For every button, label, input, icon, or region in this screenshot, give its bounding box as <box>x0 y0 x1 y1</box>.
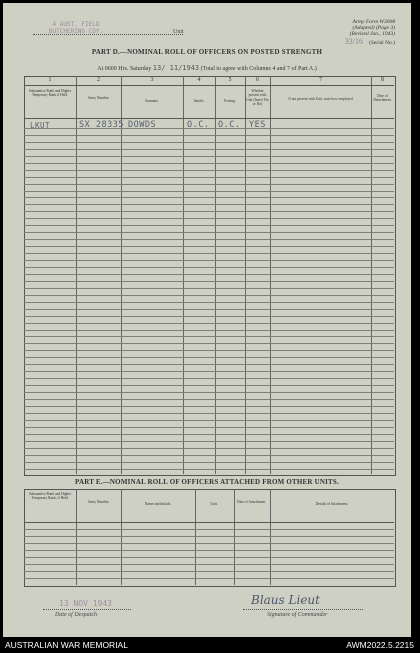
header-employment: If not present with Unit, state how employed. <box>288 97 354 101</box>
date-prefix: At 0600 Hrs. Saturday <box>97 66 152 72</box>
e-header-name: Name and Initials. <box>144 502 172 506</box>
entry-present: YES <box>249 120 266 130</box>
part-d-row-rule <box>24 378 394 379</box>
part-d-row-rule <box>24 260 394 261</box>
signature-line <box>243 609 363 610</box>
e-header-rank: Substantive Rank and Higher Temporary Rank, if Held. <box>28 492 72 501</box>
part-d-row-rule <box>24 330 394 331</box>
part-d-row-rule <box>24 427 394 428</box>
part-d-row-rule <box>24 295 394 296</box>
part-d-row-rule <box>24 218 394 219</box>
unit-stamp-line-1: 4 AUST. FIELD <box>52 21 100 28</box>
part-d-row-rule <box>24 170 394 171</box>
part-d-row-rule <box>24 128 394 129</box>
part-e-header-bottom <box>24 522 394 523</box>
part-d-row-rule <box>24 142 394 143</box>
serial-label: (Serial No.) <box>369 40 395 46</box>
header-army-number: Army Number. <box>87 96 110 100</box>
part-d-row-rule <box>24 204 394 205</box>
date-suffix: (Total to agree with Columns 4 and 7 of Part A.) <box>200 66 317 72</box>
col-number: 3 <box>150 77 154 83</box>
part-d-row-rule <box>24 281 394 282</box>
part-d-row-rule <box>24 267 394 268</box>
part-d-row-rule <box>24 156 394 157</box>
unit-line <box>33 34 183 35</box>
footer-accession-number: AWM2022.5.2215 <box>346 640 414 650</box>
archive-footer <box>0 637 420 653</box>
entry-rank: LKUT <box>30 121 51 130</box>
col-number: 7 <box>319 77 322 83</box>
part-d-header-divider <box>24 85 394 86</box>
form-sheet <box>3 3 411 637</box>
part-d-row-rule <box>24 163 394 164</box>
part-d-row-rule <box>24 385 394 386</box>
part-d-row-rule <box>24 469 394 470</box>
e-header-attachment-date: Date of Attachment. <box>236 500 267 504</box>
part-e-row-rule <box>24 543 394 544</box>
part-d-row-rule <box>24 364 394 365</box>
part-d-row-rule <box>24 350 394 351</box>
despatch-label: Date of Despatch <box>55 612 97 618</box>
signature-label: Signature of Commander <box>267 612 328 618</box>
part-d-row-rule <box>24 343 394 344</box>
header-posting: Posting. <box>224 99 236 103</box>
part-e-title: PART E.—NOMINAL ROLL OF OFFICERS ATTACHED FROM OTHER UNITS. <box>75 478 339 486</box>
part-d-row-rule <box>24 420 394 421</box>
entry-posting: O.C. <box>218 120 241 130</box>
part-d-row-rule <box>24 399 394 400</box>
part-d-row-rule <box>24 135 394 136</box>
part-e-row-rule <box>24 571 394 572</box>
part-d-row-rule <box>24 336 394 337</box>
unit-stamp-line-2: BUTCHERING COY. <box>48 28 104 35</box>
part-d-row-rule <box>24 309 394 310</box>
form-ref-line-3: (Revised Jan., 1943) <box>349 31 395 37</box>
e-header-army-number: Army Number. <box>87 500 110 504</box>
part-d-row-rule <box>24 316 394 317</box>
part-d-row-rule <box>24 197 394 198</box>
part-d-row-rule <box>24 149 394 150</box>
unit-label: Unit <box>173 29 184 35</box>
part-e-row-rule <box>24 564 394 565</box>
entry-army-number: SX 28335 <box>79 120 124 130</box>
part-d-row-rule <box>24 246 394 247</box>
footer-institution: AUSTRALIAN WAR MEMORIAL <box>5 640 128 650</box>
part-d-row-rule <box>24 177 394 178</box>
despatch-line <box>43 609 131 610</box>
unit-stamp <box>30 21 122 35</box>
header-surname: Surname. <box>145 99 159 103</box>
part-e-row-rule <box>24 550 394 551</box>
part-d-row-rule <box>24 288 394 289</box>
col-number: 4 <box>197 77 201 83</box>
part-d-row-rule <box>24 323 394 324</box>
part-d-row-rule <box>24 434 394 435</box>
date-value: 13/ 11/1943 <box>152 64 200 72</box>
header-present: Whether present with Unit (Insert Yes or No) <box>246 89 269 106</box>
entry-initials: O.C. <box>187 120 210 130</box>
part-d-row-rule <box>24 441 394 442</box>
form-ref-line-1: Army Form W3008 <box>352 19 395 25</box>
part-d-row-rule <box>24 357 394 358</box>
part-e-row-rule <box>24 536 394 537</box>
part-d-row-rule <box>24 448 394 449</box>
part-d-row-rule <box>24 274 394 275</box>
col-number: 5 <box>228 77 232 83</box>
part-d-row-rule <box>24 392 394 393</box>
part-d-row-rule <box>24 371 394 372</box>
part-d-header-bottom <box>24 118 394 119</box>
part-d-row-rule <box>24 239 394 240</box>
part-d-table <box>24 76 396 476</box>
e-header-details: Details of Attachment. <box>315 502 349 506</box>
part-d-row-rule <box>24 406 394 407</box>
part-e-row-rule <box>24 578 394 579</box>
part-d-row-rule <box>24 302 394 303</box>
entry-surname: DOWDS <box>128 120 157 130</box>
header-initials: Initials. <box>193 99 205 103</box>
col-number: 8 <box>381 77 384 83</box>
part-d-row-rule <box>24 413 394 414</box>
part-d-row-rule <box>24 455 394 456</box>
commander-signature: Blaus Lieut <box>251 593 320 607</box>
form-ref-line-2: (Adapted) (Page 3) <box>352 25 395 31</box>
date-line <box>3 64 411 72</box>
part-d-row-rule <box>24 253 394 254</box>
col-number: 6 <box>256 77 259 83</box>
despatch-date-stamp: 13 NOV 1943 <box>59 599 112 608</box>
part-d-row-rule <box>24 184 394 185</box>
part-d-row-rule <box>24 211 394 212</box>
part-e-row-rule <box>24 529 394 530</box>
form-reference <box>350 19 395 37</box>
e-header-unit: Unit. <box>210 502 218 506</box>
part-d-row-rule <box>24 232 394 233</box>
col-number: 2 <box>97 77 100 83</box>
part-e-row-rule <box>24 557 394 558</box>
serial-number-handwritten: 33/16 <box>344 37 363 46</box>
header-detachment-date: Date of Detachment. <box>373 94 392 103</box>
header-rank: Substantive Rank and Higher Temporary Rank if Held. <box>28 89 72 98</box>
part-d-row-rule <box>24 462 394 463</box>
part-d-row-rule <box>24 191 394 192</box>
part-d-row-rule <box>24 225 394 226</box>
col-number: 1 <box>48 77 52 83</box>
part-d-title: PART D.—NOMINAL ROLL OF OFFICERS ON POSTED STRENGTH <box>91 48 323 56</box>
